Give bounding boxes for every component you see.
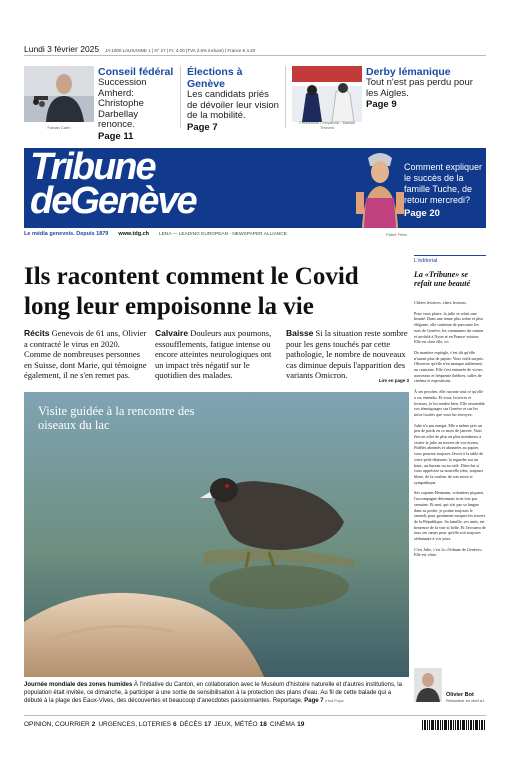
editorial-column — [414, 255, 486, 563]
column-recits — [24, 328, 147, 387]
masthead-teaser-page: Page 20 — [404, 208, 440, 219]
editorial-paragraph: Julie n'a pas maigri. Elle a même pris un peu de poids en ce mois de janvier. Vous êtes en effet de plus en plus nombreux à visiter la julie au travers de vos écrans. Fidèles abonnés et abonnées au papier, vous pourrez toujours l'avoir à la table de votre petit-déjeuner, la regarder sur un banc, au bureau ou au café. Dites-lui si vous appréciez sa nouvelle robe, toujours bleue, de la couleur de son encre si sympathique. — [414, 422, 484, 485]
top-teasers — [24, 66, 486, 142]
main-headline[interactable]: Ils racontent comment le Covid long leur empoisonne la vie — [24, 263, 359, 320]
teaser-elections-geneve[interactable] — [187, 66, 279, 133]
editorial-paragraph: À ses proches, elle raconte tout ce qu'elle a vu, entendu. Et vous, lectrices et lecteurs, le lui rendez bien. Elle rassemble vos témoignages sur Genève et sur les infos locales que vous lui envoyez. — [414, 389, 485, 417]
issue-date: Lundi 3 février 2025 — [24, 44, 100, 54]
index-item[interactable]: JEUX, MÉTÉO 18 — [214, 721, 267, 728]
teaser-page: Page 9 — [366, 99, 397, 110]
lena-alliance: LENA — LEADING EUROPEAN - NEWSPAPER ALLIANCE — [159, 231, 287, 237]
caption-text: À l'initiative du Canton, en collaboration avec le Muséum d'histoire naturelle et d'autres institutions, la population était invitée, ce dimanche, à participer à une sortie de sensibilisation à la protection des plans d'eau. Au fil de cette balade qui a débuté à la plage des Eaux-Vives, des découvertes et beaucoup d'anecdotes passionnantes. Reportage. — [24, 682, 402, 704]
caption-credit: Irina Popa — [325, 698, 344, 703]
teaser-text: Tout n'est pas perdu pour les Aigles. — [366, 77, 473, 99]
author-role: Rédacteur en chef a.i. — [446, 698, 486, 703]
index-item[interactable]: CINÉMA 19 — [269, 721, 305, 728]
teaser-photo-darbellay — [24, 66, 94, 130]
masthead-teaser-text: Comment expliquer le succès de la famille Tuche, de retour mercredi? — [404, 162, 483, 205]
logo-line-2: deGenève — [30, 180, 196, 222]
author-name: Olivier Bot — [446, 692, 474, 698]
coot-bird-photo[interactable] — [24, 392, 409, 677]
lead-columns — [24, 328, 409, 387]
masthead — [24, 148, 486, 228]
index-item[interactable]: OPINION, COURRIER 2 — [24, 721, 96, 728]
editorial-body — [414, 300, 486, 558]
column-lead: Calvaire — [155, 328, 189, 338]
column-calvaire — [155, 328, 278, 387]
teaser-page: Page 11 — [98, 130, 134, 142]
column-lead: Baisse — [286, 328, 314, 338]
editorial-title[interactable]: La «Tribune» se refait une beauté — [414, 270, 470, 288]
column-baisse — [286, 328, 409, 387]
tagline — [24, 231, 486, 237]
teaser-page: Page 7 — [187, 121, 218, 133]
dateline — [24, 44, 486, 56]
editorial-paragraph: C'est Julie, c'est la «Tribune de Genève». Elle est vôtre. — [414, 546, 483, 558]
teaser-text: Succession Amherd: Christophe Darbellay renonce. — [98, 77, 147, 130]
lake-bird-image — [24, 392, 409, 677]
website-link[interactable]: www.tdg.ch — [118, 231, 150, 237]
editorial-kicker: L'éditorial — [414, 255, 486, 264]
tuche-character-photo — [350, 148, 410, 228]
photo-overlay-title: Visite guidée à la rencontre des oiseaux du lac — [38, 404, 195, 432]
tribune-de-geneve-logo[interactable] — [30, 148, 196, 222]
teaser-title: Derby lémanique — [366, 66, 451, 78]
teaser-title: Élections à Genève — [187, 66, 243, 90]
teaser-title: Conseil fédéral — [98, 66, 174, 78]
read-on-page-link[interactable]: Lire en page 3 — [378, 378, 409, 383]
teaser-derby-lemanique[interactable] — [292, 66, 482, 128]
masthead-photo-credit: Pathé Films — [386, 232, 408, 237]
page-index — [24, 715, 486, 733]
barcode-icon — [422, 720, 486, 730]
column-text: Genevois de 61 ans, Olivier a contracté le virus en 2020. Comme de nombreuses personnes en Suisse, dont Marie, qui témoigne également, il ne s'en remet pas. — [24, 328, 147, 380]
issue-meta: JA 1000 LAUSANNE 1 | N° 27 | Fr. 4.00 (TVA 2.6% incluse) | France € 4.20 — [105, 48, 256, 53]
photo-caption — [24, 681, 409, 705]
author-avatar — [414, 668, 442, 702]
editorial-paragraph: De manière espiègle, c'est dit qu'elle n'aurait plus de papier. Vous voilà surpris. Observez qu'elle n'en manque nullement, au contraire. Elle s'est entourée de vivres nouveaux et fréquente théâtres, salles de cinéma et expositions. — [414, 349, 484, 384]
logo-line-1: Tribune — [30, 148, 155, 188]
person-photo — [24, 66, 94, 122]
teaser-photo-hockey — [292, 66, 362, 130]
masthead-teaser[interactable] — [404, 162, 484, 219]
editorial-paragraph: Chères lectrices, chers lecteurs, — [414, 300, 467, 305]
photo-credit: Freshfocus / Keystone - Martial Trezzini — [299, 120, 355, 130]
editorial-author — [414, 668, 486, 704]
editorial-paragraph: Ses copains Hermann, volontiers piquant, l'accompagne désormais trois fois par semaine. Et moi, qui n'ai pas sa langue dans sa poche, je pointe toujours le samedi, pour gentiment moquer les travers de la République. Sa famille, ses amis, est heureuse de la voir si belle. Et l'avouera de tous ses sœurs pour qu'elle soit toujours séduisante à vos yeux. — [414, 490, 486, 542]
column-text: Si la situation reste sombre pour les gens touchés par cette pathologie, le nombre de nouveaux cas diminue depuis l'apparition des variants Omicron. — [286, 328, 408, 380]
index-item[interactable]: URGENCES, LOTERIES 6 — [98, 721, 177, 728]
index-item[interactable]: DÉCÈS 17 — [179, 721, 212, 728]
caption-page[interactable]: Page 7 — [304, 698, 324, 704]
column-text: Douleurs aux poumons, essoufflements, fatigue intense ou encore atteintes neurologiques ont un impact très négatif sur le quotidien des malades. — [155, 328, 272, 380]
teaser-conseil-federal[interactable] — [24, 66, 174, 142]
hockey-photo — [292, 66, 362, 122]
column-lead: Récits — [24, 328, 50, 338]
caption-lead: Journée mondiale des zones humides — [24, 682, 133, 688]
slogan: Le média genevois. Depuis 1879 — [24, 231, 109, 237]
editorial-paragraph: Pour vous plaire, la julie se refait une beauté. Dans une tenue plus sobre et plus élégante, elle continue de parcourir les rues de Genève, les communes du canton et au-delà à Nyon et en France voisine. Elle est chez elle, ici. — [414, 310, 484, 345]
photo-credit: Fabian Caën — [47, 125, 71, 130]
teaser-text: Les candidats priés de dévoiler leur vision de la mobilité. — [187, 89, 279, 121]
